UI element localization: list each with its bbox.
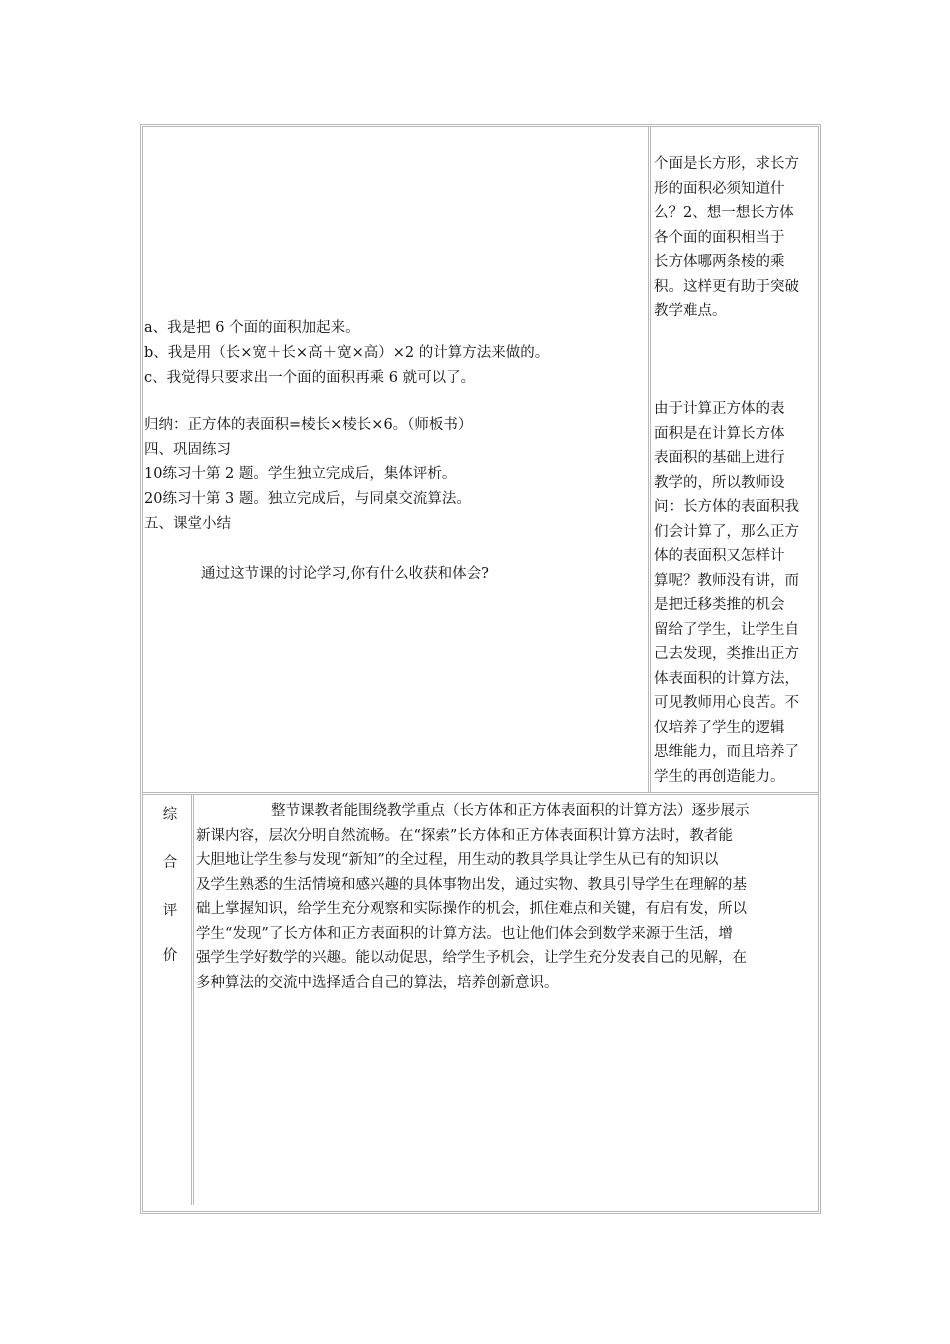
- answer-c: c、我觉得只要求出一个面的面积再乘 6 就可以了。: [144, 370, 476, 386]
- eval-label-char: 综: [162, 807, 178, 823]
- exercise-item: 20练习十第 3 题。独立完成后，与同桌交流算法。: [144, 491, 471, 507]
- side-note-1: 个面是长方形，求长方 形的面积必须知道什 么？2、想一想长方体 各个面的面积相当于 长方体哪两条棱的乘 积。这样更有助于突破 教学难点。: [654, 156, 799, 319]
- side-note-2: 由于计算正方体的表 面积是在计算长方体 表面积的基础上进行 教学的，所以教师设 问：长方体的表面积我 们会计算了，那么正方 体的表面积又怎样计 算呢？教师没有讲，而 是把迁移类推的机会 留给了学生，让学生自 己去发现，类推出正方 体表面积的计算方法， 可见教师用心良苦。不 仅培养了学生的逻辑 思维能力，而且培养了 学生的再创造能力。: [654, 401, 799, 785]
- eval-label-char: 合: [162, 855, 178, 871]
- column-divider: [648, 127, 651, 793]
- eval-label-char: 价: [162, 948, 178, 964]
- section-title: 四、巩固练习: [144, 442, 231, 458]
- section-title: 五、课堂小结: [144, 516, 231, 532]
- eval-label-char: 评: [162, 903, 178, 919]
- summary-line: 归纳：正方体的表面积=棱长×棱长×6。（师板书）: [144, 417, 473, 433]
- exercise-item: 10练习十第 2 题。学生独立完成后，集体评析。: [144, 466, 457, 482]
- eval-label-divider: [191, 795, 194, 1205]
- answer-a: a、我是把 6 个面的面积加起来。: [144, 320, 360, 336]
- evaluation-text: 整节课教者能围绕教学重点（长方体和正方体表面积的计算方法）逐步展示 新课内容，层次分明自然流畅。在“探索”长方体和正方体表面积计算方法时，教者能 大胆地让学生参与发现“新知”的全过程，用生动的教具学具让学生从已有的知识以 及学生熟悉的生活情境和感兴趣的具体事物出发，通过实物、教具引导学生在理解的基 础上掌握知识，给学生充分观察和实际操作的机会，抓住难点和关键，有启有发，所以 学生“发现”了长方体和正方表面积的计算方法。也让他们体会到数学来源于生活，增 强学生学好数学的兴趣。能以动促思，给学生予机会，让学生充分发表自己的见解，在 多种算法的交流中选择适合自己的算法，培养创新意识。: [196, 803, 750, 991]
- closing-question: 通过这节课的讨论学习,你有什么收获和体会?: [201, 566, 489, 582]
- answer-b: b、我是用（长×宽＋长×高＋宽×高）×2 的计算方法来做的。: [144, 345, 550, 361]
- row-divider: [143, 792, 818, 795]
